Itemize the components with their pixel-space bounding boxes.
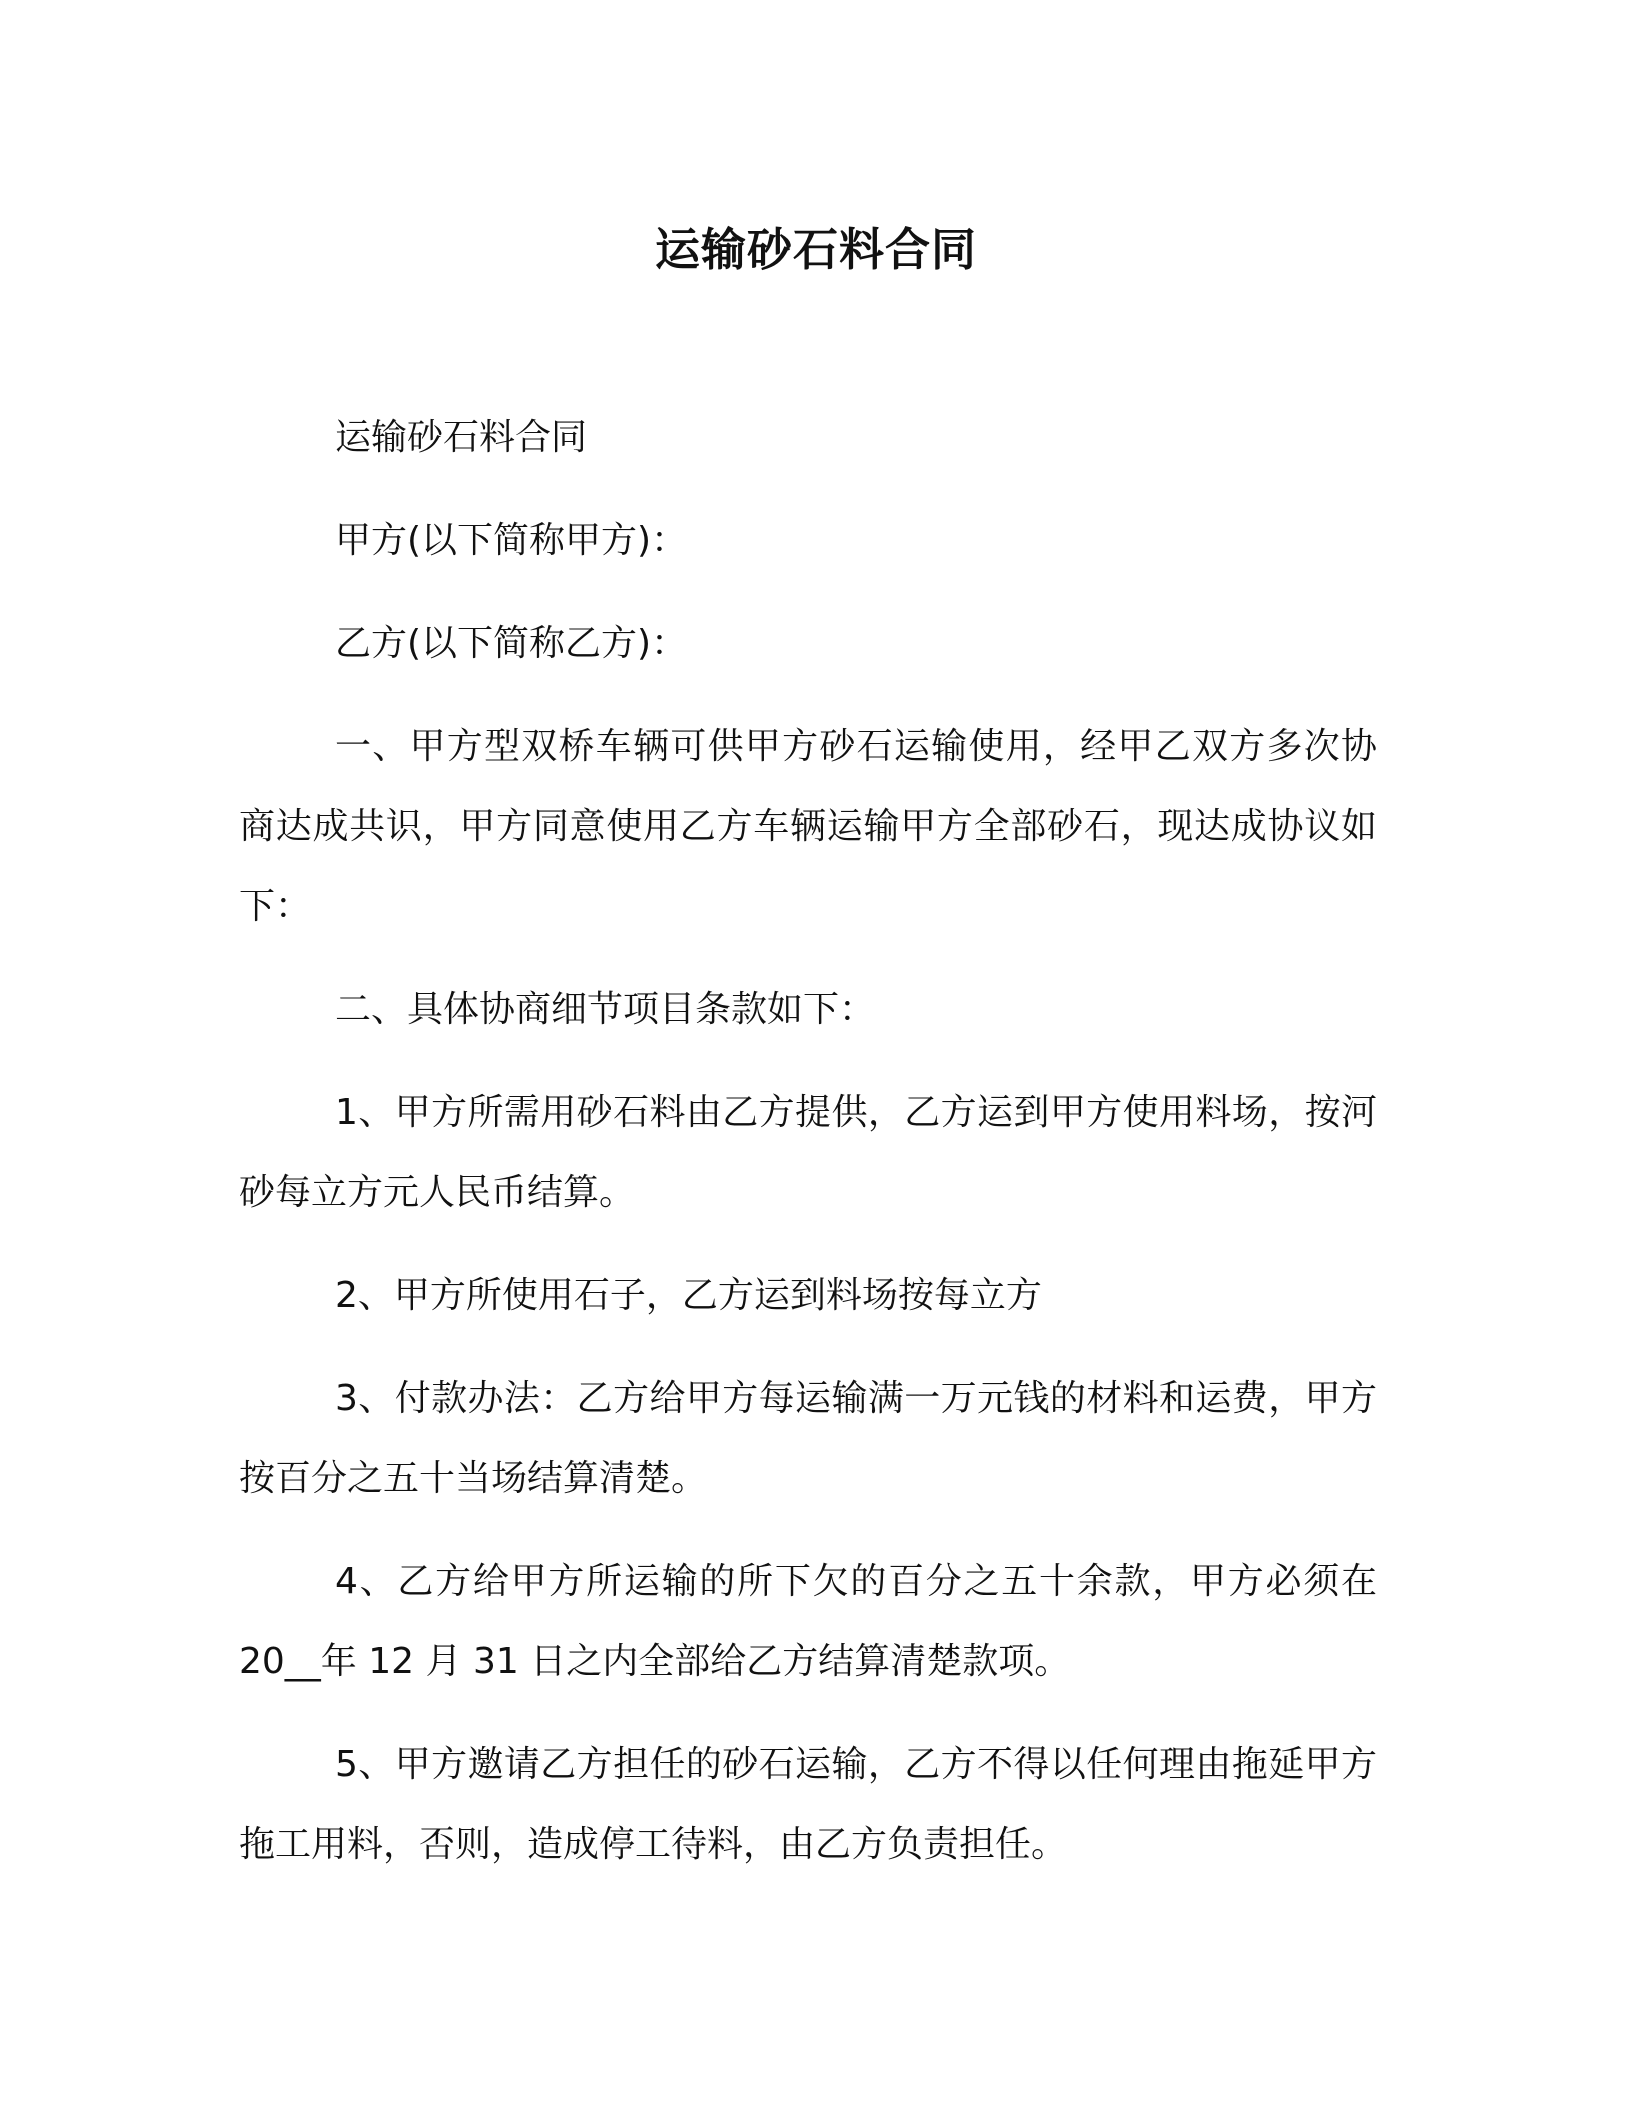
paragraph-subtitle: 运输砂石料合同 [335,417,588,458]
paragraph-item-3: 3、付款办法：乙方给甲方每运输满一万元钱的材料和运费，甲方按百分之五十当场结算清楚。 [239,1378,1377,1499]
paragraph-party-b: 乙方(以下简称乙方)： [335,623,688,664]
paragraph-item-5: 5、甲方邀请乙方担任的砂石运输，乙方不得以任何理由拖延甲方拖工用料，否则，造成停工待料，由乙方负责担任。 [239,1744,1377,1865]
paragraph-item-1: 1、甲方所需用砂石料由乙方提供，乙方运到甲方使用料场，按河砂每立方元人民币结算。 [239,1092,1377,1213]
paragraph-clause-1: 一、甲方型双桥车辆可供甲方砂石运输使用，经甲乙双方多次协商达成共识，甲方同意使用乙方车辆运输甲方全部砂石，现达成协议如下： [239,726,1377,927]
document-title: 运输砂石料合同 [654,223,977,276]
paragraph-clause-2: 二、具体协商细节项目条款如下： [335,989,876,1030]
paragraph-item-4: 4、乙方给甲方所运输的所下欠的百分之五十余款，甲方必须在20__年 12 月 31 日之内全部给乙方结算清楚款项。 [239,1561,1377,1682]
paragraph-item-2: 2、甲方所使用石子，乙方运到料场按每立方 [335,1275,1042,1316]
document-body [239,398,1377,1908]
paragraph-party-a: 甲方(以下简称甲方)： [335,520,688,561]
